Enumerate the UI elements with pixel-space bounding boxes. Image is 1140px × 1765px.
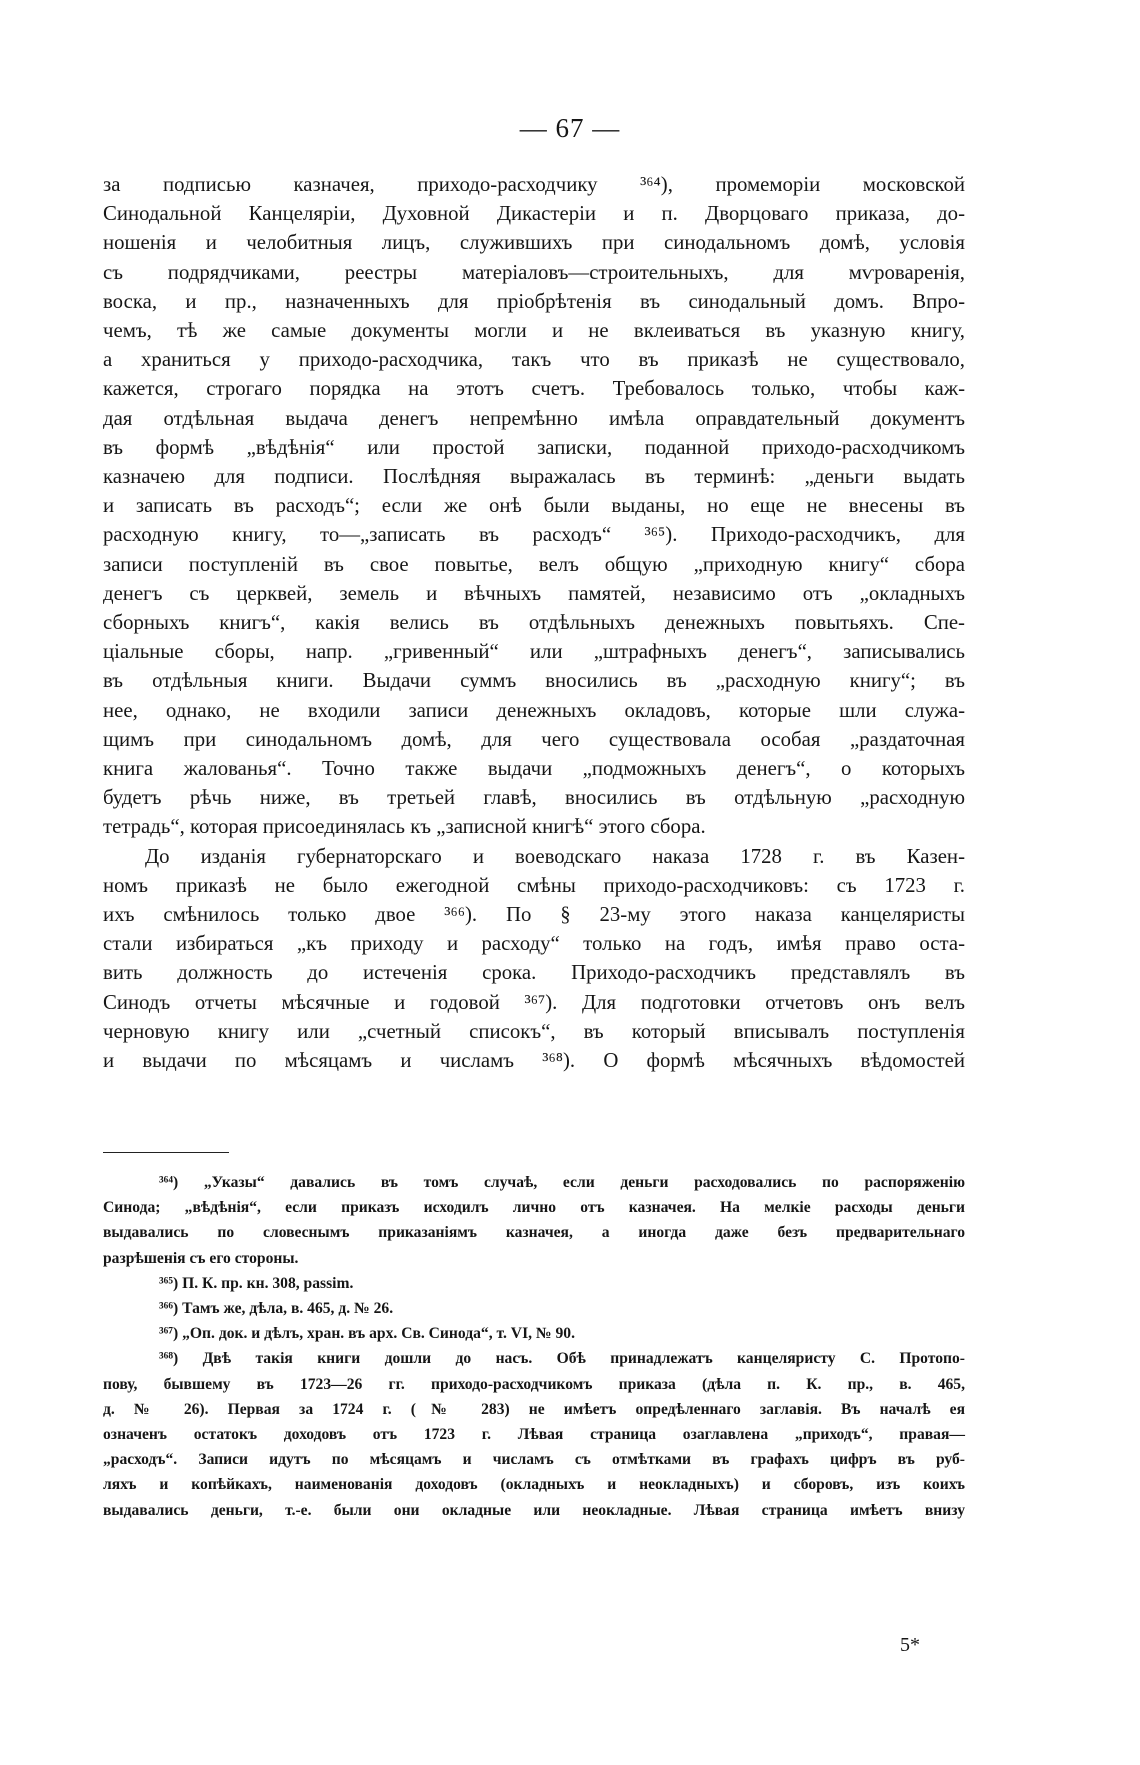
text-line: за подписью казначея, приходо-расходчику ³⁶⁴), промеморіи московской xyxy=(103,173,965,196)
footnote-line: выдавались по словеснымъ приказаніямъ казначея, а иногда даже безъ предварительнаго xyxy=(103,1224,965,1242)
signature-mark: 5* xyxy=(900,1634,920,1656)
footnote-line: выдавались деньги, т.-е. были они окладные или неокладные. Лѣвая страница имѣетъ внизу xyxy=(103,1501,965,1519)
text-line: въ формѣ „вѣдѣнія“ или простой записки, поданной приходо-расходчикомъ xyxy=(103,435,965,459)
text-line: и записать въ расходъ“; если же онѣ были выданы, но еще не внесены въ xyxy=(103,494,965,518)
footnote-line: „расходъ“. Записи идутъ по мѣсяцамъ и числамъ съ отмѣтками въ графахъ цифръ въ руб- xyxy=(103,1451,965,1469)
text-line: дая отдѣльная выдача денегъ непремѣнно имѣла оправдательный документъ xyxy=(103,406,965,430)
text-line: съ подрядчиками, реестры матеріаловъ—строительныхъ, для мѵроваренія, xyxy=(103,260,965,284)
footnote-line: ляхъ и копѣйкахъ, наименованія доходовъ (окладныхъ и неокладныхъ) и сборовъ, изъ коихъ xyxy=(103,1476,965,1494)
text-line: книга жалованья“. Точно также выдачи „подможныхъ денегъ“, о которыхъ xyxy=(103,757,965,781)
text-line: ношенія и челобитныя лицъ, служившихъ при синодальномъ домѣ, условія xyxy=(103,231,965,255)
text-line: тетрадь“, которая присоединялась къ „записной книгѣ“ этого сбора. xyxy=(103,815,706,839)
text-line: стали избираться „къ приходу и расходу“ только на годъ, имѣя право оста- xyxy=(103,932,965,956)
page-number: — 67 — xyxy=(519,113,621,143)
footnote-divider xyxy=(103,1152,229,1153)
text-line: черновую книгу или „счетный списокъ“, въ который вписывалъ поступленія xyxy=(103,1019,965,1043)
footnotes xyxy=(103,1170,965,1523)
footnote-line: ³⁶⁸) Двѣ такія книги дошли до насъ. Обѣ принадлежатъ канцеляристу С. Протопо- xyxy=(159,1350,965,1368)
text-line: номъ приказѣ не было ежегодной смѣны приходо-расходчиковъ: съ 1723 г. xyxy=(103,873,965,897)
text-line: Синодъ отчеты мѣсячные и годовой ³⁶⁷). Для подготовки отчетовъ онъ велъ xyxy=(103,990,965,1014)
text-line: щимъ при синодальномъ домѣ, для чего существовала особая „раздаточная xyxy=(103,727,965,751)
text-line: сборныхъ книгъ“, какія велись въ отдѣльныхъ денежныхъ повытьяхъ. Спе- xyxy=(103,611,965,635)
text-line: нее, однако, не входили записи денежныхъ окладовъ, которые шли служа- xyxy=(103,698,965,722)
text-line: вить должность до истеченія срока. Приходо-расходчикъ представлялъ въ xyxy=(103,961,965,985)
text-line: въ отдѣльныя книги. Выдачи суммъ вносились въ „расходную книгу“; въ xyxy=(103,669,965,693)
text-line: чемъ, тѣ же самые документы могли и не вклеиваться въ указную книгу, xyxy=(103,319,965,343)
text-line: ціальные сборы, напр. „гривенный“ или „штрафныхъ денегъ“, записывались xyxy=(103,640,965,664)
footnote-line: д. № 26). Первая за 1724 г. (№ 283) не имѣетъ опредѣленнаго заглавія. Въ началѣ ея xyxy=(103,1400,965,1418)
footnote-line: ³⁶⁷) „Оп. док. и дѣлъ, хран. въ арх. Св. Синода“, т. VI, № 90. xyxy=(159,1325,575,1343)
footnote-line: ³⁶⁶) Тамъ же, дѣла, в. 465, д. № 26. xyxy=(159,1300,394,1318)
text-line: и выдачи по мѣсяцамъ и числамъ ³⁶⁸). О формѣ мѣсячныхъ вѣдомостей xyxy=(103,1049,965,1073)
paragraph-start-line: До изданія губернаторскаго и воеводскаго наказа 1728 г. въ Казен- xyxy=(145,844,965,868)
text-line: кажется, строгаго порядка на этотъ счетъ. Требовалось только, чтобы каж- xyxy=(103,377,965,401)
footnote-line: ³⁶⁵) П. К. пр. кн. 308, passim. xyxy=(159,1274,354,1292)
footnote-line: Синода; „вѣдѣнія“, если приказъ исходилъ лично отъ казначея. На мелкіе расходы деньги xyxy=(103,1199,965,1217)
text-line: ихъ смѣнилось только двое ³⁶⁶). По § 23-му этого наказа канцеляристы xyxy=(103,903,965,927)
text-line: расходную книгу, то—„записать въ расходъ“ ³⁶⁵). Приходо-расходчикъ, для xyxy=(103,523,965,547)
footnote-line: ³⁶⁴) „Указы“ давались въ томъ случаѣ, если деньги расходовались по распоряженію xyxy=(159,1174,965,1191)
text-line: а храниться у приходо-расходчика, такъ что въ приказѣ не существовало, xyxy=(103,348,965,372)
text-line: денегъ съ церквей, земель и вѣчныхъ памятей, независимо отъ „окладныхъ xyxy=(103,581,965,605)
footnote-line: разрѣшенія съ его стороны. xyxy=(103,1249,299,1267)
text-line: казначею для подписи. Послѣдняя выражалась въ терминѣ: „деньги выдать xyxy=(103,465,965,489)
text-line: будетъ рѣчь ниже, въ третьей главѣ, вносились въ отдѣльную „расходную xyxy=(103,786,965,810)
text-line: воска, и пр., назначенныхъ для пріобрѣтенія въ синодальный домъ. Впро- xyxy=(103,289,965,313)
main-text xyxy=(103,170,965,1075)
text-line: Синодальной Канцеляріи, Духовной Дикастеріи и п. Дворцоваго приказа, до- xyxy=(103,202,965,226)
footnote-line: пову, бывшему въ 1723—26 гг. приходо-расходчикомъ приказа (дѣла п. К. пр., в. 465, xyxy=(103,1375,965,1393)
text-line: записи поступленій въ свое повытье, велъ общую „приходную книгу“ сбора xyxy=(103,552,965,576)
footnote-line: означенъ остатокъ доходовъ отъ 1723 г. Лѣвая страница озаглавлена „приходъ“, правая— xyxy=(103,1426,965,1444)
